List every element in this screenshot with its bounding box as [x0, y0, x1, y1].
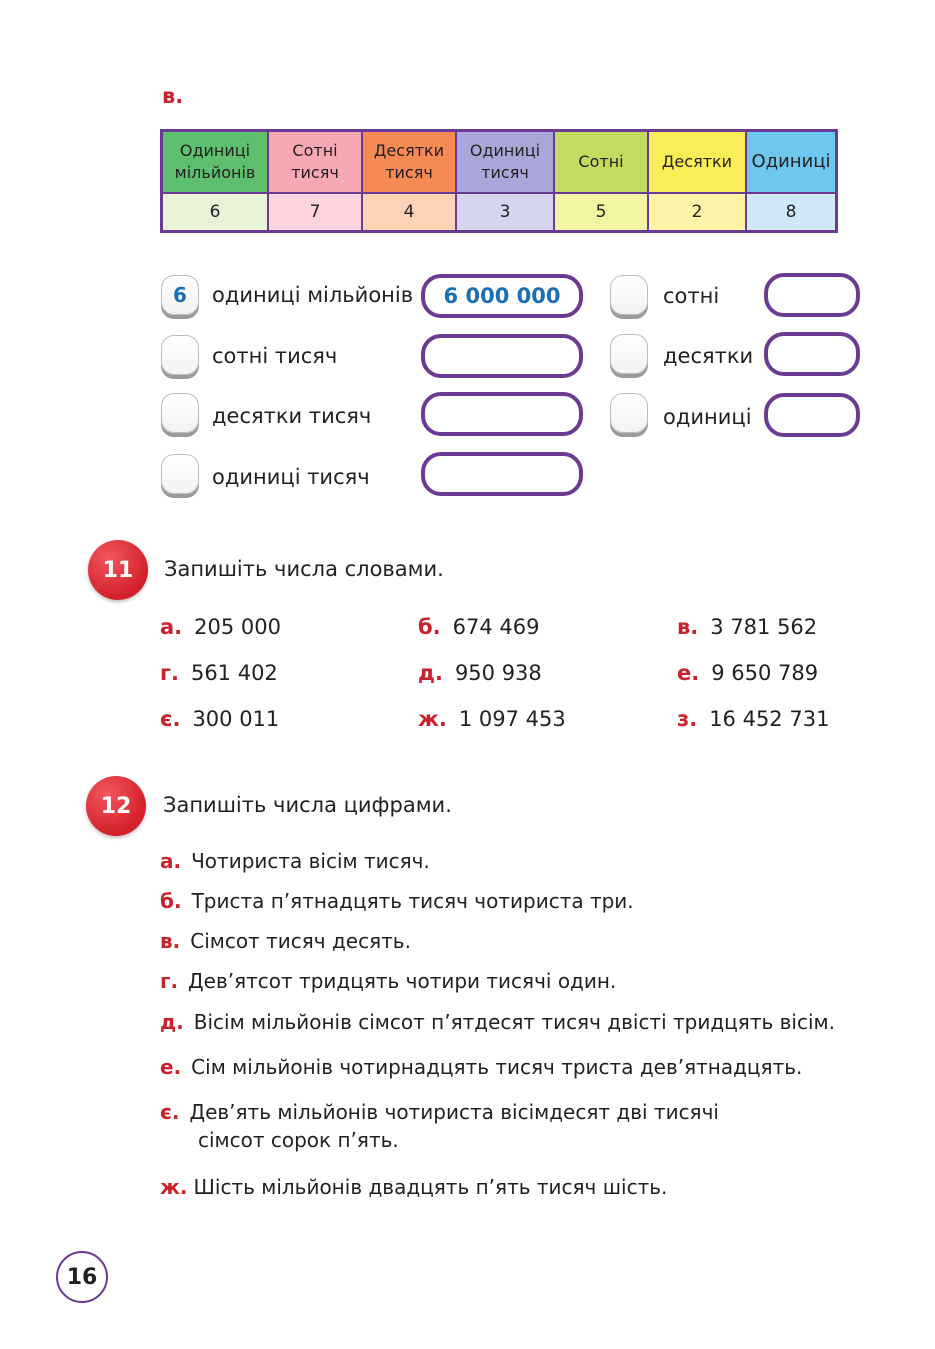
task-12-item-zh: ж. Шість мільйонів двадцять п’ять тисяч шість.	[160, 1175, 668, 1199]
task-11-item-a: а. 205 000	[160, 615, 281, 639]
task-12-item-a: а. Чотириста вісім тисяч.	[160, 849, 430, 873]
answer-field-tens[interactable]	[764, 332, 860, 376]
answer-field-units[interactable]	[764, 393, 860, 437]
digit-box-tens[interactable]	[610, 334, 648, 374]
task-11-item-e: е. 9 650 789	[677, 661, 819, 685]
pv-value-4: 5	[555, 194, 649, 230]
label-ten-thousands: десятки тисяч	[212, 404, 372, 428]
pv-header-6: Одиниці	[747, 132, 835, 194]
pv-header-1: Сотні тисяч	[269, 132, 363, 194]
pv-value-1: 7	[269, 194, 363, 230]
answer-field-hundreds[interactable]	[764, 273, 860, 317]
pv-value-3: 3	[457, 194, 555, 230]
answer-field-thousands[interactable]	[421, 452, 583, 496]
digit-box-thousands[interactable]	[161, 454, 199, 494]
pv-header-4: Сотні	[555, 132, 649, 194]
task-12-item-e: е. Сім мільйонів чотирнадцять тисяч триста дев’ятнадцять.	[160, 1055, 803, 1079]
label-hundred-thousands: сотні тисяч	[212, 344, 338, 368]
section-letter: в.	[162, 84, 184, 108]
label-hundreds: сотні	[663, 284, 720, 308]
pv-header-5: Десятки	[649, 132, 747, 194]
task-12-item-ye-line2: сімсот сорок п’ять.	[198, 1128, 399, 1152]
pv-header-3: Одиниці тисяч	[457, 132, 555, 194]
task-11-item-b: б. 674 469	[418, 615, 540, 639]
pv-value-0: 6	[163, 194, 269, 230]
digit-box-units[interactable]	[610, 393, 648, 433]
place-value-table	[160, 129, 838, 233]
task-11-item-g: г. 561 402	[160, 661, 278, 685]
pv-header-0: Одиниці мільйонів	[163, 132, 269, 194]
label-units: одиниці	[663, 405, 752, 429]
digit-box-hundred-thousands[interactable]	[161, 335, 199, 375]
label-thousands: одиниці тисяч	[212, 465, 370, 489]
task-number-12: 12	[86, 776, 146, 836]
label-millions: одиниці мільйонів	[212, 283, 414, 307]
pv-value-6: 8	[747, 194, 835, 230]
task-12-item-b: б. Триста п’ятнадцять тисяч чотириста три.	[160, 889, 634, 913]
pv-header-2: Десятки тисяч	[363, 132, 457, 194]
task-11-item-ye: є. 300 011	[160, 707, 280, 731]
answer-field-ten-thousands[interactable]	[421, 392, 583, 436]
task-11-title: Запишіть числа словами.	[164, 557, 444, 581]
task-11-item-z: з. 16 452 731	[677, 707, 830, 731]
task-12-item-ye: є. Дев’ять мільйонів чотириста вісімдесят дві тисячі	[160, 1100, 719, 1124]
pv-value-2: 4	[363, 194, 457, 230]
task-11-item-v: в. 3 781 562	[677, 615, 818, 639]
pv-value-5: 2	[649, 194, 747, 230]
digit-box-ten-thousands[interactable]	[161, 393, 199, 433]
task-11-item-d: д. 950 938	[418, 661, 542, 685]
task-12-item-g: г. Дев’ятсот тридцять чотири тисячі один.	[160, 969, 617, 993]
digit-box-hundreds[interactable]	[610, 275, 648, 315]
answer-field-hundred-thousands[interactable]	[421, 334, 583, 378]
task-11-item-zh: ж. 1 097 453	[418, 707, 566, 731]
digit-box-millions[interactable]: 6	[161, 275, 199, 315]
task-12-item-v: в. Сімсот тисяч десять.	[160, 929, 411, 953]
task-12-title: Запишіть числа цифрами.	[163, 793, 452, 817]
page-number: 16	[56, 1251, 108, 1303]
task-12-item-d: д. Вісім мільйонів сімсот п’ятдесят тисяч двісті тридцять вісім.	[160, 1010, 835, 1034]
answer-field-millions[interactable]: 6 000 000	[421, 274, 583, 318]
task-number-11: 11	[88, 540, 148, 600]
label-tens: десятки	[663, 344, 754, 368]
